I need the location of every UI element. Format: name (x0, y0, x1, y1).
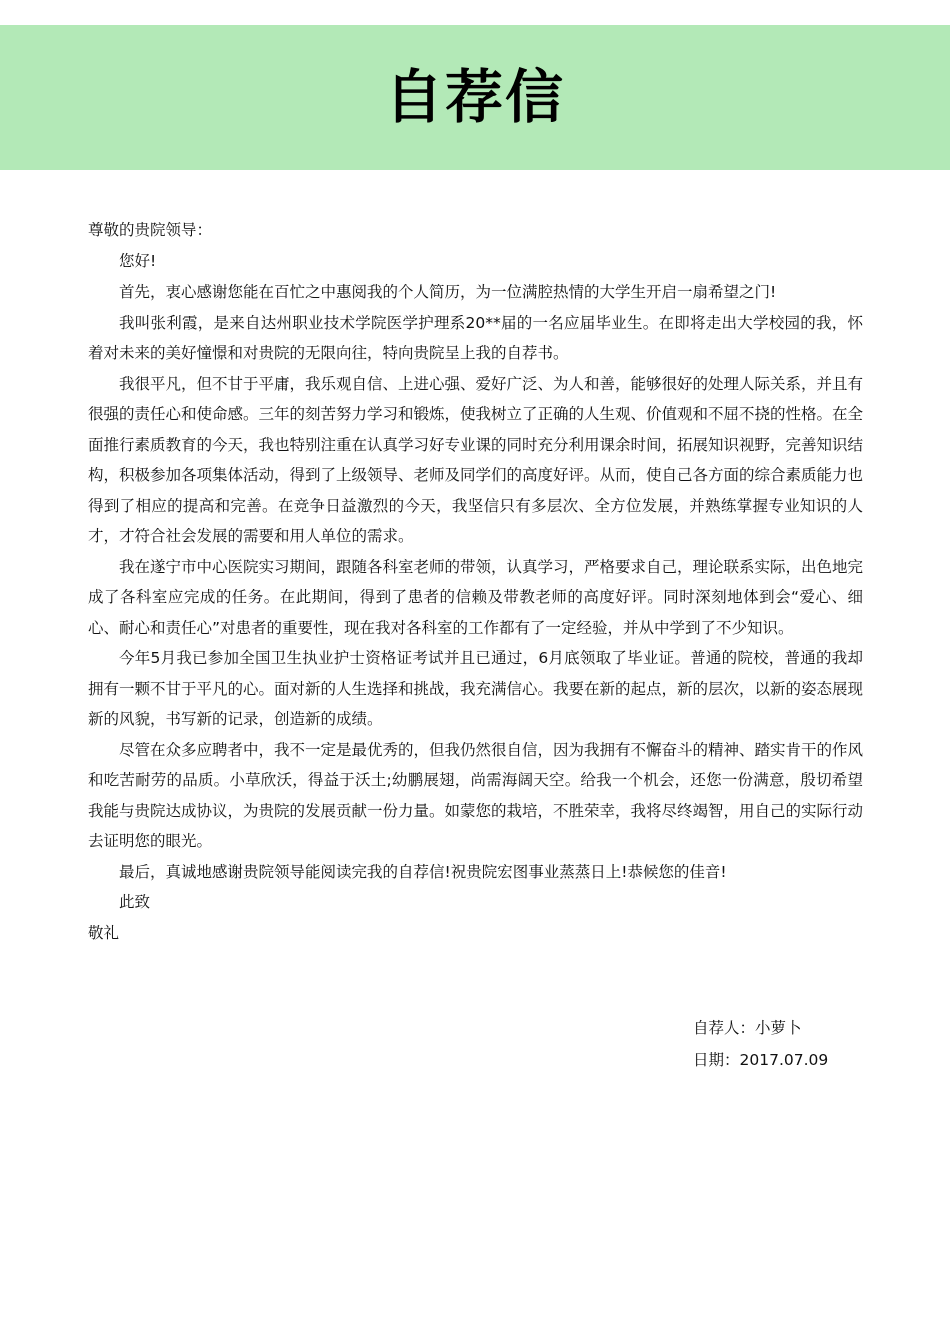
paragraph-4: 我在遂宁市中心医院实习期间，跟随各科室老师的带领，认真学习，严格要求自己，理论联系实际，出色地完成了各科室应完成的任务。在此期间，得到了患者的信赖及带教老师的高度好评。同时深刻地体到会“爱心、细心、耐心和责任心”对患者的重要性，现在我对各科室的工作都有了一定经验，并从中学到了不少知识。 (88, 557, 864, 637)
paragraph-2: 我叫张利霞，是来自达州职业技术学院医学护理系20**届的一名应届毕业生。在即将走出大学校园的我，怀着对未来的美好憧憬和对贵院的无限向往，特向贵院呈上我的自荐书。 (88, 313, 863, 362)
header-band (0, 25, 950, 170)
closing-cizhi: 此致 (119, 893, 151, 911)
paragraph-3: 我很平凡，但不甘于平庸，我乐观自信、上进心强、爱好广泛、为人和善，能够很好的处理人际关系，并且有很强的责任心和使命感。三年的刻苦努力学习和锻炼，使我树立了正确的人生观、价值观和不屈不挠的性格。在全面推行素质教育的今天，我也特别注重在认真学习好专业课的同时充分利用课余时间，拓展知识视野，完善知识结构，积极参加各项集体活动，得到了上级领导、老师及同学们的高度好评。从而，使自己各方面的综合素质能力也得到了相应的提高和完善。在竞争日益激烈的今天，我坚信只有多层次、全方位发展，并熟练掌握专业知识的人才，才符合社会发展的需要和用人单位的需求。 (88, 374, 864, 545)
greeting: 您好! (119, 252, 157, 270)
letter-body (88, 215, 863, 949)
recommender-line: 自荐人：小萝卜 (693, 1019, 802, 1037)
salutation: 尊敬的贵院领导： (88, 221, 213, 239)
signature-block (693, 1012, 893, 1076)
paragraph-6: 尽管在众多应聘者中，我不一定是最优秀的，但我仍然很自信，因为我拥有不懈奋斗的精神、踏实肯干的作风和吃苦耐劳的品质。小草欣沃，得益于沃土;幼鹏展翅，尚需海阔天空。给我一个机会，还您一份满意，殷切希望我能与贵院达成协议，为贵院的发展贡献一份力量。如蒙您的栽培，不胜荣幸，我将尽终竭智，用自己的实际行动去证明您的眼光。 (88, 740, 864, 850)
closing-jingli: 敬礼 (88, 924, 120, 942)
date-line: 日期：2017.07.09 (693, 1051, 829, 1069)
paragraph-1: 首先，衷心感谢您能在百忙之中惠阅我的个人简历，为一位满腔热情的大学生开启一扇希望之门! (119, 283, 777, 301)
paragraph-7: 最后，真诚地感谢贵院领导能阅读完我的自荐信!祝贵院宏图事业蒸蒸日上!恭候您的佳音! (119, 862, 727, 881)
page-title: 自荐信 (384, 63, 565, 131)
paragraph-5: 今年5月我已参加全国卫生执业护士资格证考试并且已通过，6月底领取了毕业证。普通的院校，普通的我却拥有一颗不甘于平凡的心。面对新的人生选择和挑战，我充满信心。我要在新的起点，新的层次，以新的姿态展现新的风貌，书写新的记录，创造新的成绩。 (88, 649, 864, 728)
